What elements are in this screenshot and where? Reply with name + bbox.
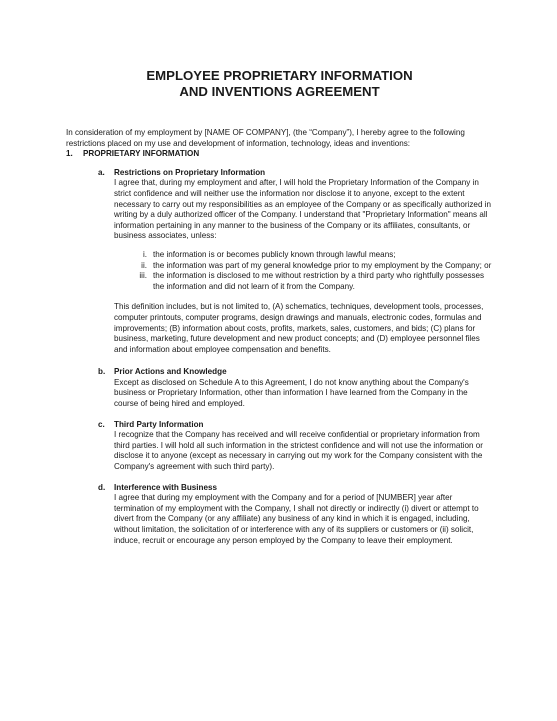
section-title: PROPRIETARY INFORMATION	[83, 149, 200, 159]
intro-paragraph: In consideration of my employment by [NAME OF COMPANY], (the “Company”), I hereby agree to the following restrictions placed on my use and development of information, technology, ideas and inventions:	[66, 128, 465, 148]
definition-paragraph: This definition includes, but is not limited to, (A) schematics, techniques, development tools, processes, computer printouts, computer programs, design drawings and manuals, electronic codes, formulas and improvements; (B) information about costs, profits, markets, sales, customers, and bids; (C) plans for business, marketing, future development and new product concepts; and (D) employee personnel files and information about employee compensation and benefits.	[114, 302, 484, 354]
subsection-a	[98, 168, 493, 356]
subsection-d	[98, 483, 493, 547]
subsection-title: Prior Actions and Knowledge	[114, 367, 227, 377]
section-number: 1.	[66, 149, 73, 159]
subsection-text: I agree that, during my employment and after, I will hold the Proprietary Information of the Company in strict confidence and will neither use the information nor disclose it to anyone, except to the extent necessary to carry out my responsibilities as an employee of the Company or as specifically authorized in writing by a duly authorized officer of the Company. I understand that "Proprietary Information" means all information pertaining in any manner to the business of the Company or its affiliates, consultants, or business associates, unless:	[114, 178, 491, 241]
title-line-1: EMPLOYEE PROPRIETARY INFORMATION	[146, 68, 413, 83]
section-1-heading	[66, 149, 493, 160]
list-text: the information is disclosed to me without restriction by a third party who rightfully possesses the information and did not learn of it from the Company.	[153, 271, 485, 291]
list-item	[128, 261, 493, 272]
subsection-title: Interference with Business	[114, 482, 218, 492]
subsection-c	[98, 420, 493, 473]
list-item	[128, 271, 493, 292]
subsection-letter: c.	[98, 419, 105, 429]
exceptions-list	[114, 250, 493, 292]
subsection-text: Except as disclosed on Schedule A to this Agreement, I do not know anything about the Company's business or Proprietary Information, other than information I have learned from the Company in the course of being hired and employed.	[114, 377, 469, 409]
subsection-letter: b.	[98, 367, 106, 377]
subsection-text: I agree that during my employment with the Company and for a period of [NUMBER] year after termination of my employment with the Company, I shall not directly or indirectly (i) divert or attempt to divert from the Company (or any affiliate) any business of any kind in which it is engaged, including, without limitation, the solicitation of or interference with any of its suppliers or customers or (ii) solicit, induce, recruit or encourage any person employed by the Company to leave their employment.	[114, 493, 479, 545]
document-title	[66, 68, 493, 100]
subsection-title: Restrictions on Proprietary Information	[114, 167, 266, 177]
title-line-2: AND INVENTIONS AGREEMENT	[179, 84, 380, 99]
list-numeral: ii.	[141, 260, 147, 270]
subsection-letter: d.	[98, 482, 106, 492]
subsection-b	[98, 367, 493, 409]
subsection-title: Third Party Information	[114, 419, 204, 429]
list-text: the information was part of my general knowledge prior to my employment by the Company; or	[153, 260, 492, 270]
list-item	[128, 250, 493, 261]
list-numeral: iii.	[139, 271, 147, 281]
subsection-text: I recognize that the Company has received and will receive confidential or proprietary information from third parties. I will hold all such information in the strictest confidence and will not use the information or disclose it to anyone (except as necessary in carrying out my work for the Company consistent with the Company's agreement with such third party).	[114, 430, 483, 472]
list-text: the information is or becomes publicly known through lawful means;	[153, 249, 396, 259]
list-numeral: i.	[142, 249, 147, 259]
subsection-letter: a.	[98, 167, 105, 177]
